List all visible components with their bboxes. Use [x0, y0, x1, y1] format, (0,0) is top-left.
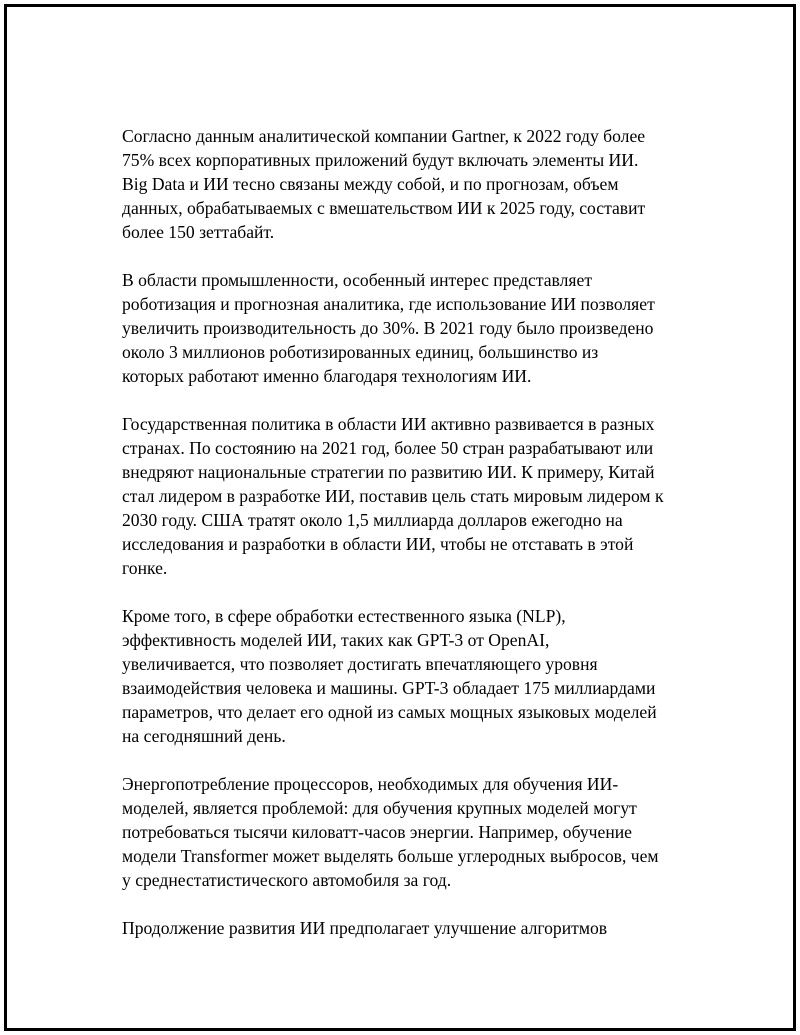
paragraph-continuation: [122, 916, 702, 940]
text-line: Государственная политика в области ИИ активно развивается в разных: [122, 414, 655, 434]
text-line: которых работают именно благодаря технологиям ИИ.: [122, 366, 532, 386]
text-line: внедряют национальные стратегии по развитию ИИ. К примеру, Китай: [122, 462, 655, 482]
text-line: роботизация и прогнозная аналитика, где использование ИИ позволяет: [122, 294, 655, 314]
text-line: увеличить производительность до 30%. В 2021 году было произведено: [122, 318, 654, 338]
text-line: странах. По состоянию на 2021 год, более 50 стран разрабатывают или: [122, 438, 654, 458]
text-line: моделей, является проблемой: для обучения крупных моделей могут: [122, 798, 637, 818]
page-frame: [4, 4, 796, 1031]
text-line: Кроме того, в сфере обработки естественного языка (NLP),: [122, 606, 566, 626]
paragraph-nlp: [122, 604, 702, 748]
text-line: 2030 году. США тратят около 1,5 миллиарда долларов ежегодно на: [122, 510, 623, 530]
text-line: более 150 зеттабайт.: [122, 222, 275, 242]
paragraph-gartner: [122, 124, 702, 244]
text-line: данных, обрабатываемых с вмешательством ИИ к 2025 году, составит: [122, 198, 646, 218]
text-line: взаимодействия человека и машины. GPT-3 обладает 175 миллиардами: [122, 678, 656, 698]
text-line: около 3 миллионов роботизированных единиц, большинство из: [122, 342, 599, 362]
text-line: модели Transformer может выделять больше углеродных выбросов, чем: [122, 846, 659, 866]
text-line: гонке.: [122, 558, 168, 578]
text-line: на сегодняшний день.: [122, 726, 286, 746]
paragraph-energy: [122, 772, 702, 892]
text-line: исследования и разработки в области ИИ, чтобы не отставать в этой: [122, 534, 634, 554]
text-line: увеличивается, что позволяет достигать впечатляющего уровня: [122, 654, 598, 674]
text-line: эффективность моделей ИИ, таких как GPT-3 от OpenAI,: [122, 630, 550, 650]
text-line: Продолжение развития ИИ предполагает улучшение алгоритмов: [122, 918, 608, 938]
text-line: у среднестатистического автомобиля за год.: [122, 870, 452, 890]
text-line: стал лидером в разработке ИИ, поставив цель стать мировым лидером к: [122, 486, 664, 506]
text-line: потребоваться тысячи киловатт-часов энергии. Например, обучение: [122, 822, 632, 842]
text-line: 75% всех корпоративных приложений будут включать элементы ИИ.: [122, 150, 639, 170]
paragraph-state-policy: [122, 412, 702, 580]
paragraph-industry: [122, 268, 702, 388]
text-line: Big Data и ИИ тесно связаны между собой, и по прогнозам, объем: [122, 174, 619, 194]
text-line: параметров, что делает его одной из самых мощных языковых моделей: [122, 702, 657, 722]
document-body: [122, 124, 702, 964]
text-line: В области промышленности, особенный интерес представляет: [122, 270, 593, 290]
text-line: Согласно данным аналитической компании Gartner, к 2022 году более: [122, 126, 646, 146]
text-line: Энергопотребление процессоров, необходимых для обучения ИИ-: [122, 774, 619, 794]
